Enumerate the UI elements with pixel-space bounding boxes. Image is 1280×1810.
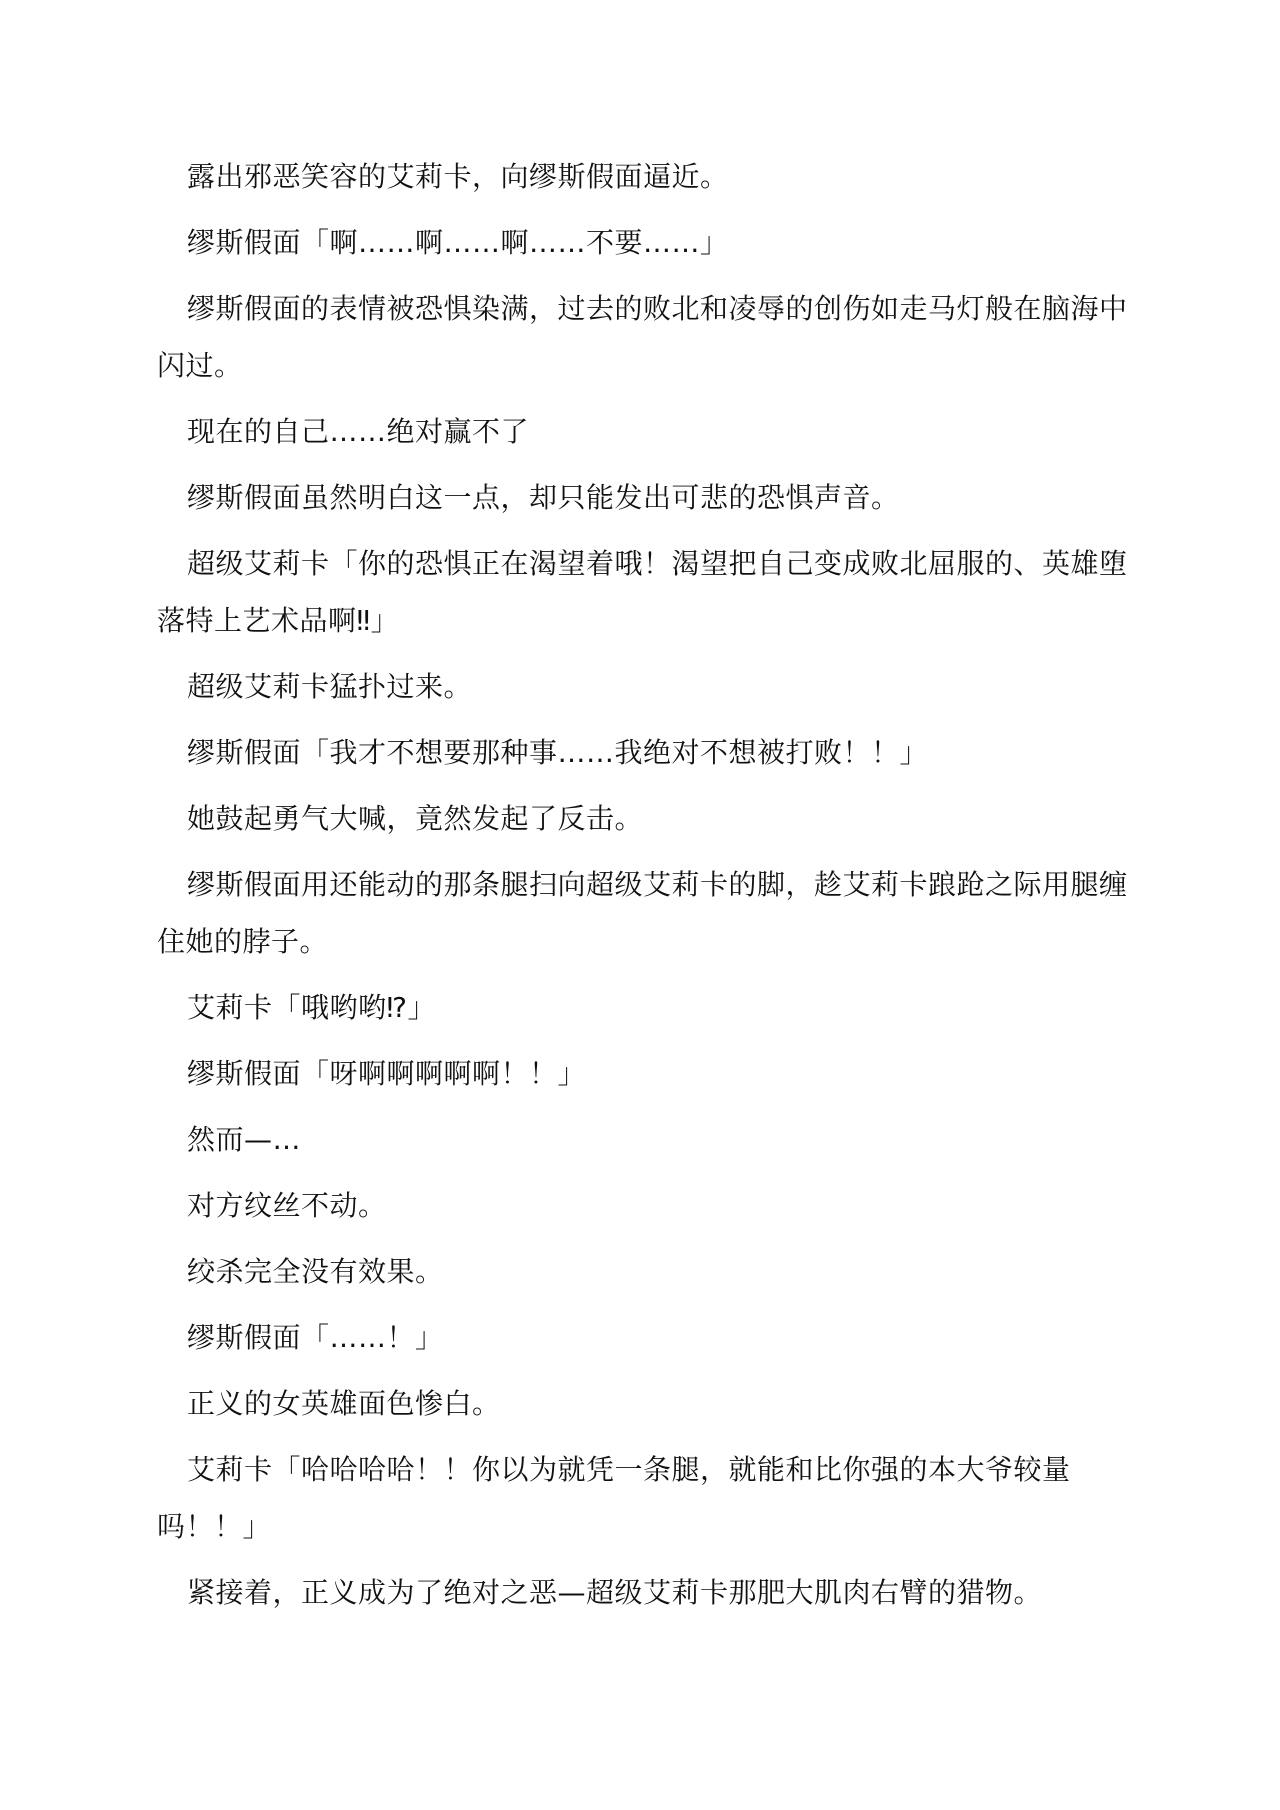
paragraph: 现在的自己……绝对赢不了 (187, 415, 530, 448)
paragraph: 缪斯假面「啊……啊……啊……不要……」 (187, 226, 729, 259)
paragraph: 绞杀完全没有效果。 (187, 1255, 444, 1288)
text-body (157, 148, 1132, 1630)
paragraph: 缪斯假面「我才不想要那种事……我绝对不想被打败！！」 (187, 736, 929, 769)
paragraph: 缪斯假面「……！」 (187, 1321, 444, 1354)
paragraph: 缪斯假面虽然明白这一点，却只能发出可悲的恐惧声音。 (187, 481, 900, 514)
paragraph: 超级艾莉卡猛扑过来。 (187, 670, 473, 703)
paragraph: 艾莉卡「哦哟哟⁉」 (187, 991, 437, 1024)
paragraph: 超级艾莉卡「你的恐惧正在渴望着哦！渴望把自己变成败北屈服的、英雄堕落特上艺术品啊‼」 (157, 547, 1128, 637)
paragraph: 紧接着，正义成为了绝对之恶—超级艾莉卡那肥大肌肉右臂的猎物。 (187, 1576, 1043, 1609)
paragraph: 然而—… (187, 1123, 302, 1156)
paragraph: 缪斯假面「呀啊啊啊啊啊！！」 (187, 1057, 587, 1090)
paragraph: 缪斯假面的表情被恐惧染满，过去的败北和凌辱的创伤如走马灯般在脑海中闪过。 (157, 292, 1128, 382)
paragraph: 缪斯假面用还能动的那条腿扫向超级艾莉卡的脚，趁艾莉卡踉跄之际用腿缠住她的脖子。 (157, 868, 1128, 958)
paragraph: 艾莉卡「哈哈哈哈！！你以为就凭一条腿，就能和比你强的本大爷较量吗！！」 (157, 1453, 1071, 1543)
paragraph: 正义的女英雄面色惨白。 (187, 1387, 501, 1420)
paragraph: 对方纹丝不动。 (187, 1189, 387, 1222)
paragraph: 露出邪恶笑容的艾莉卡，向缪斯假面逼近。 (187, 160, 729, 193)
paragraph: 她鼓起勇气大喊，竟然发起了反击。 (187, 802, 644, 835)
